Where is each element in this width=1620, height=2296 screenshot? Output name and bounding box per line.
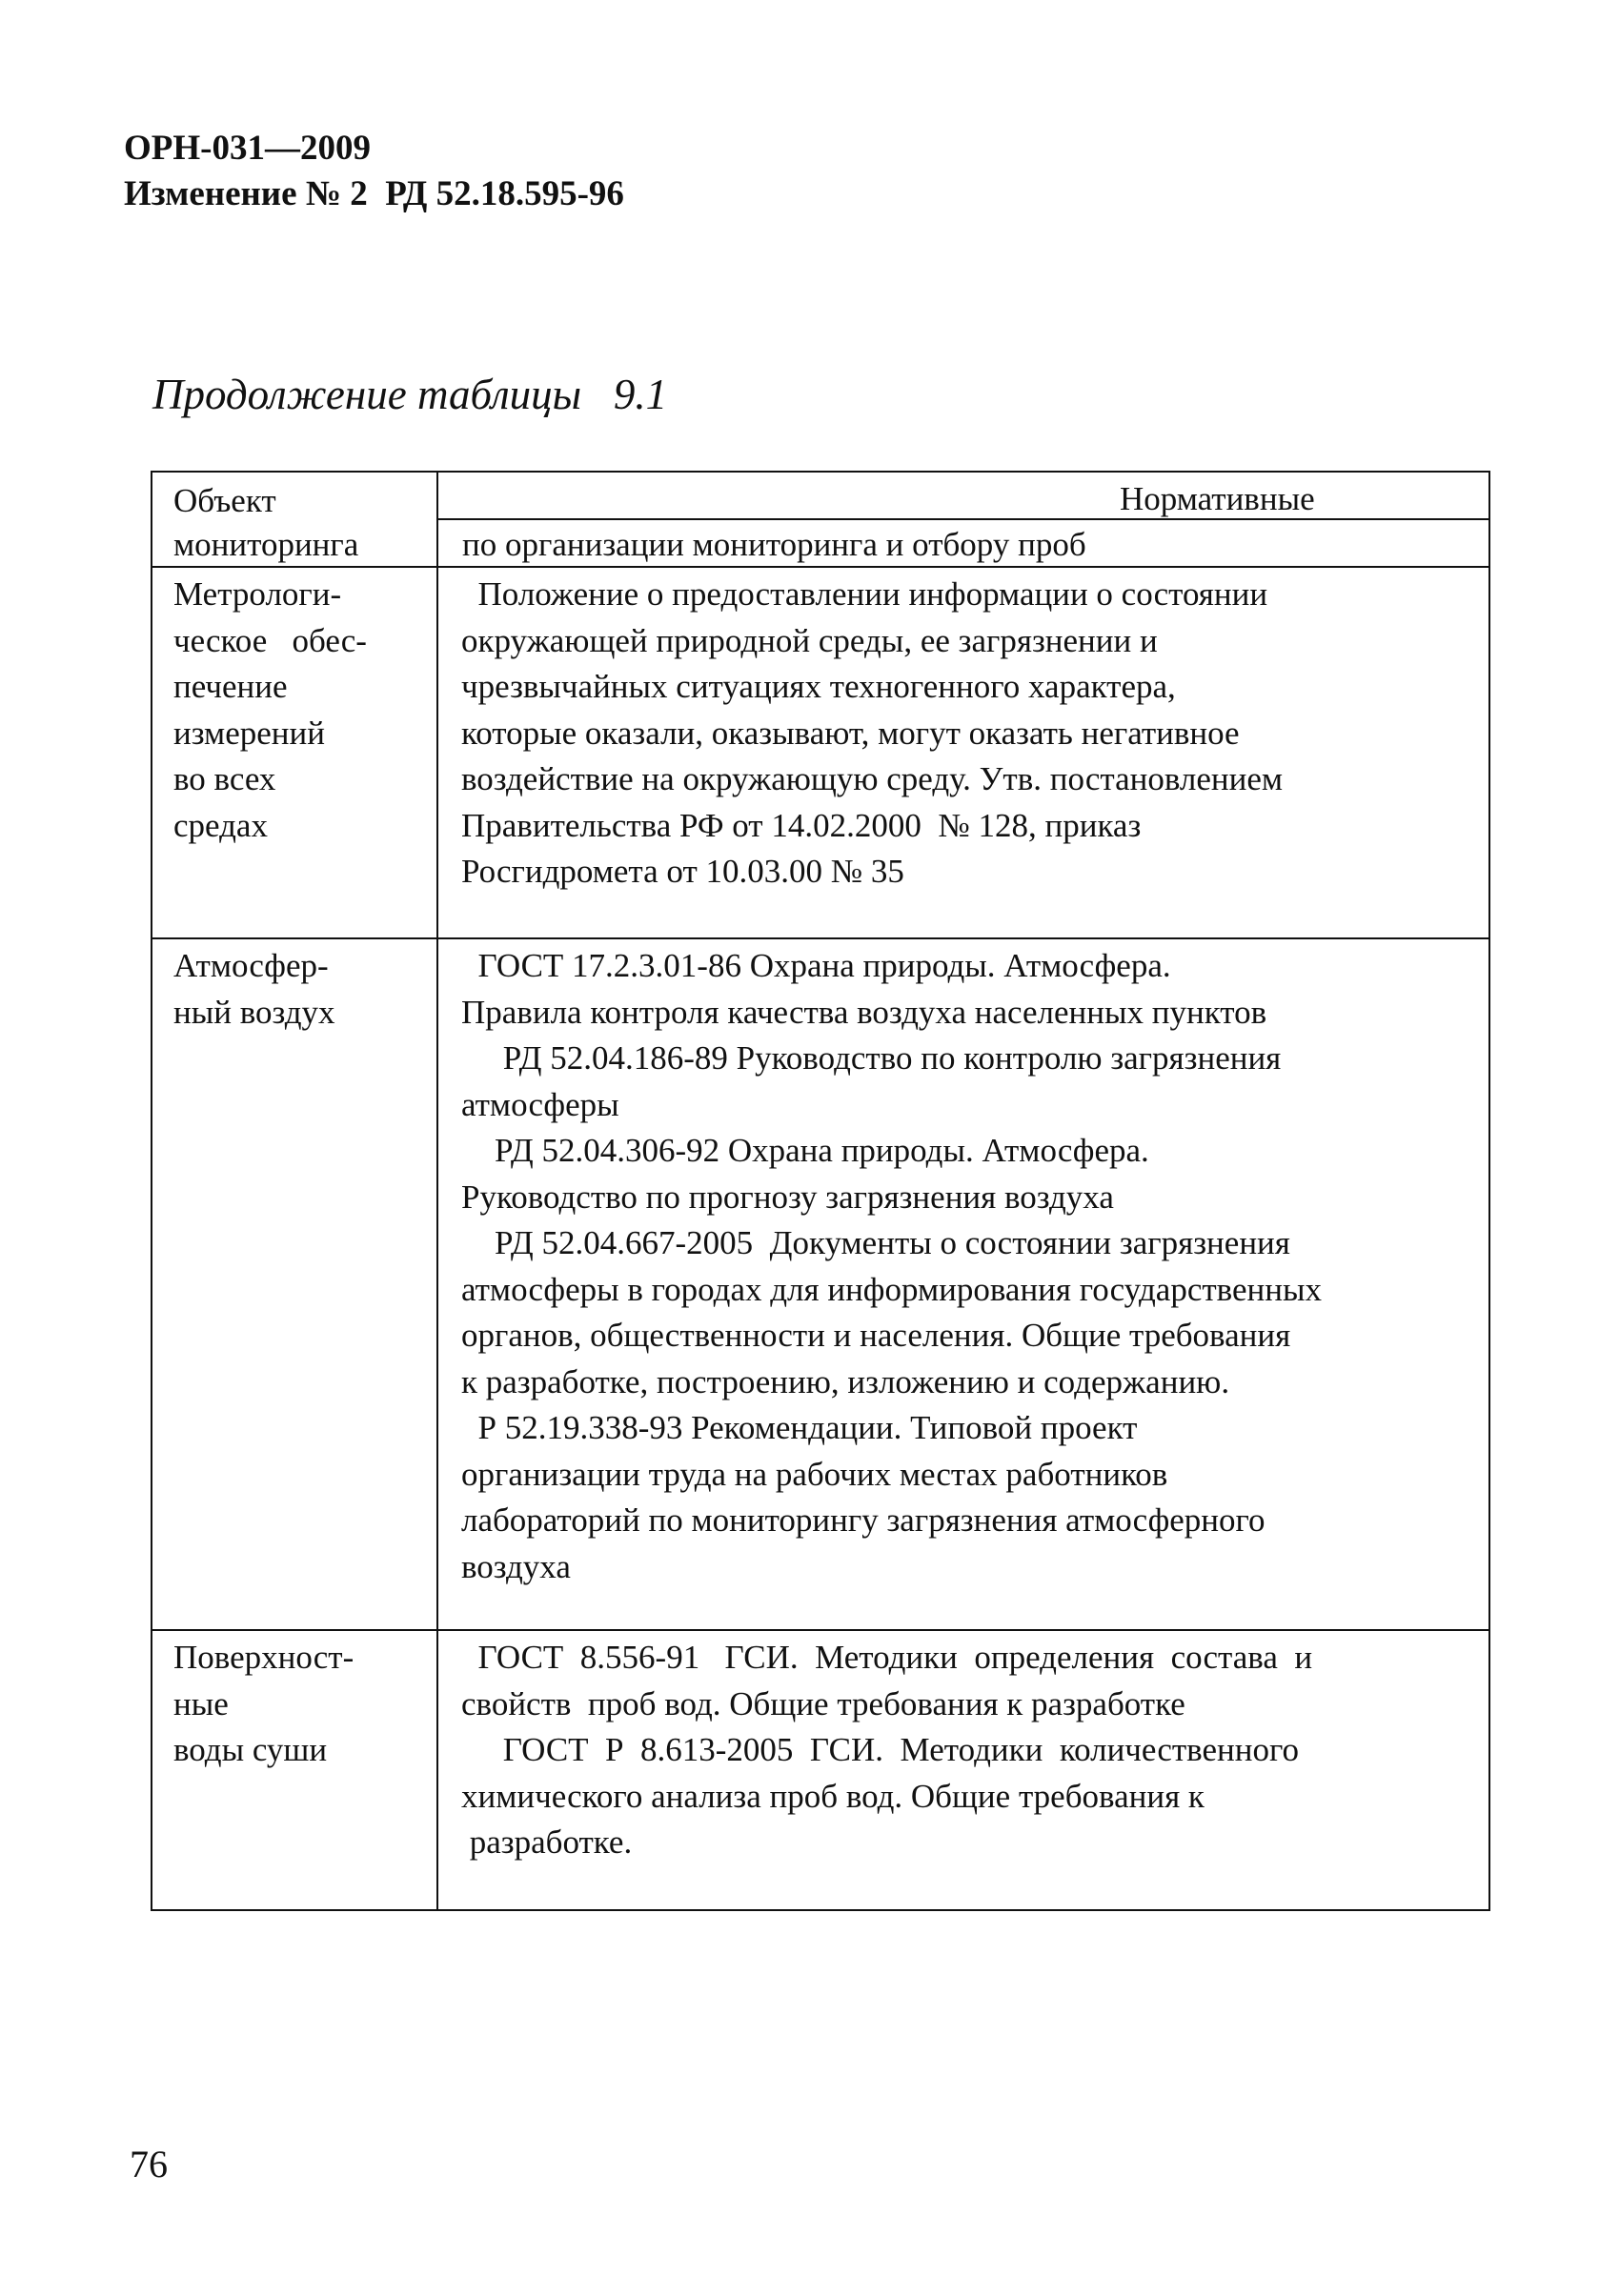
column-divider xyxy=(436,473,438,1909)
table-caption: Продолжение таблицы 9.1 xyxy=(152,371,668,418)
row-divider xyxy=(152,937,1488,939)
row-documents-atmosphere: ГОСТ 17.2.3.01-86 Охрана природы. Атмосфера. Правила контроля качества воздуха населенных пунктов РД 52.04.186-89 Руководство по контролю загрязнения атмосферы РД 52.04.306-92 Охрана природы. Атмосфера. Руководство по прогнозу загрязнения воздуха РД 52.04.667-2005 Документы о состоянии загрязнения атмосферы в городах для информирования государственных органов, общественности и населения. Общие требования к разработке, построению, изложению и содержанию. Р 52.19.338-93 Рекомендации. Типовой проект организации труда на рабочих местах работников лабораторий по мониторингу загрязнения атмосферного воздуха xyxy=(461,947,1322,1585)
row-object-surface-water: Поверхност- ные воды суши xyxy=(173,1639,354,1768)
amendment-line: Изменение № 2 РД 52.18.595-96 xyxy=(124,174,624,213)
header-subdivider xyxy=(436,518,1488,520)
page-number: 76 xyxy=(130,2143,168,2185)
document-code: ОРН-031—2009 xyxy=(124,129,371,168)
row-object-atmosphere: Атмосфер- ный воздух xyxy=(173,947,335,1031)
header-normative-subtitle: по организации мониторинга и отбору проб xyxy=(462,526,1086,563)
row-documents-metrology: Положение о предоставлении информации о состоянии окружающей природной среды, ее загрязнении и чрезвычайных ситуациях техногенного характера, которые оказали, оказывают, могут оказать негативное воздействие на окружающую среду. Утв. постановлением Правительства РФ от 14.02.2000 № 128, приказ Росгидромета от 10.03.00 № 35 xyxy=(461,575,1284,890)
standards-table xyxy=(151,471,1490,1911)
header-object-line1: Объект xyxy=(173,482,276,519)
header-normative: Нормативные xyxy=(1120,480,1315,517)
row-divider xyxy=(152,1629,1488,1631)
header-object-line2: мониторинга xyxy=(173,526,359,563)
document-header xyxy=(124,126,624,217)
row-documents-surface-water: ГОСТ 8.556-91 ГСИ. Методики определения состава и свойств проб вод. Общие требования к разработке ГОСТ Р 8.613-2005 ГСИ. Методики количественного химического анализа проб вод. Общие требования к разработке. xyxy=(461,1639,1313,1861)
row-object-metrology: Метрологи- ческое обес- печение измерений во всех средах xyxy=(173,575,367,844)
